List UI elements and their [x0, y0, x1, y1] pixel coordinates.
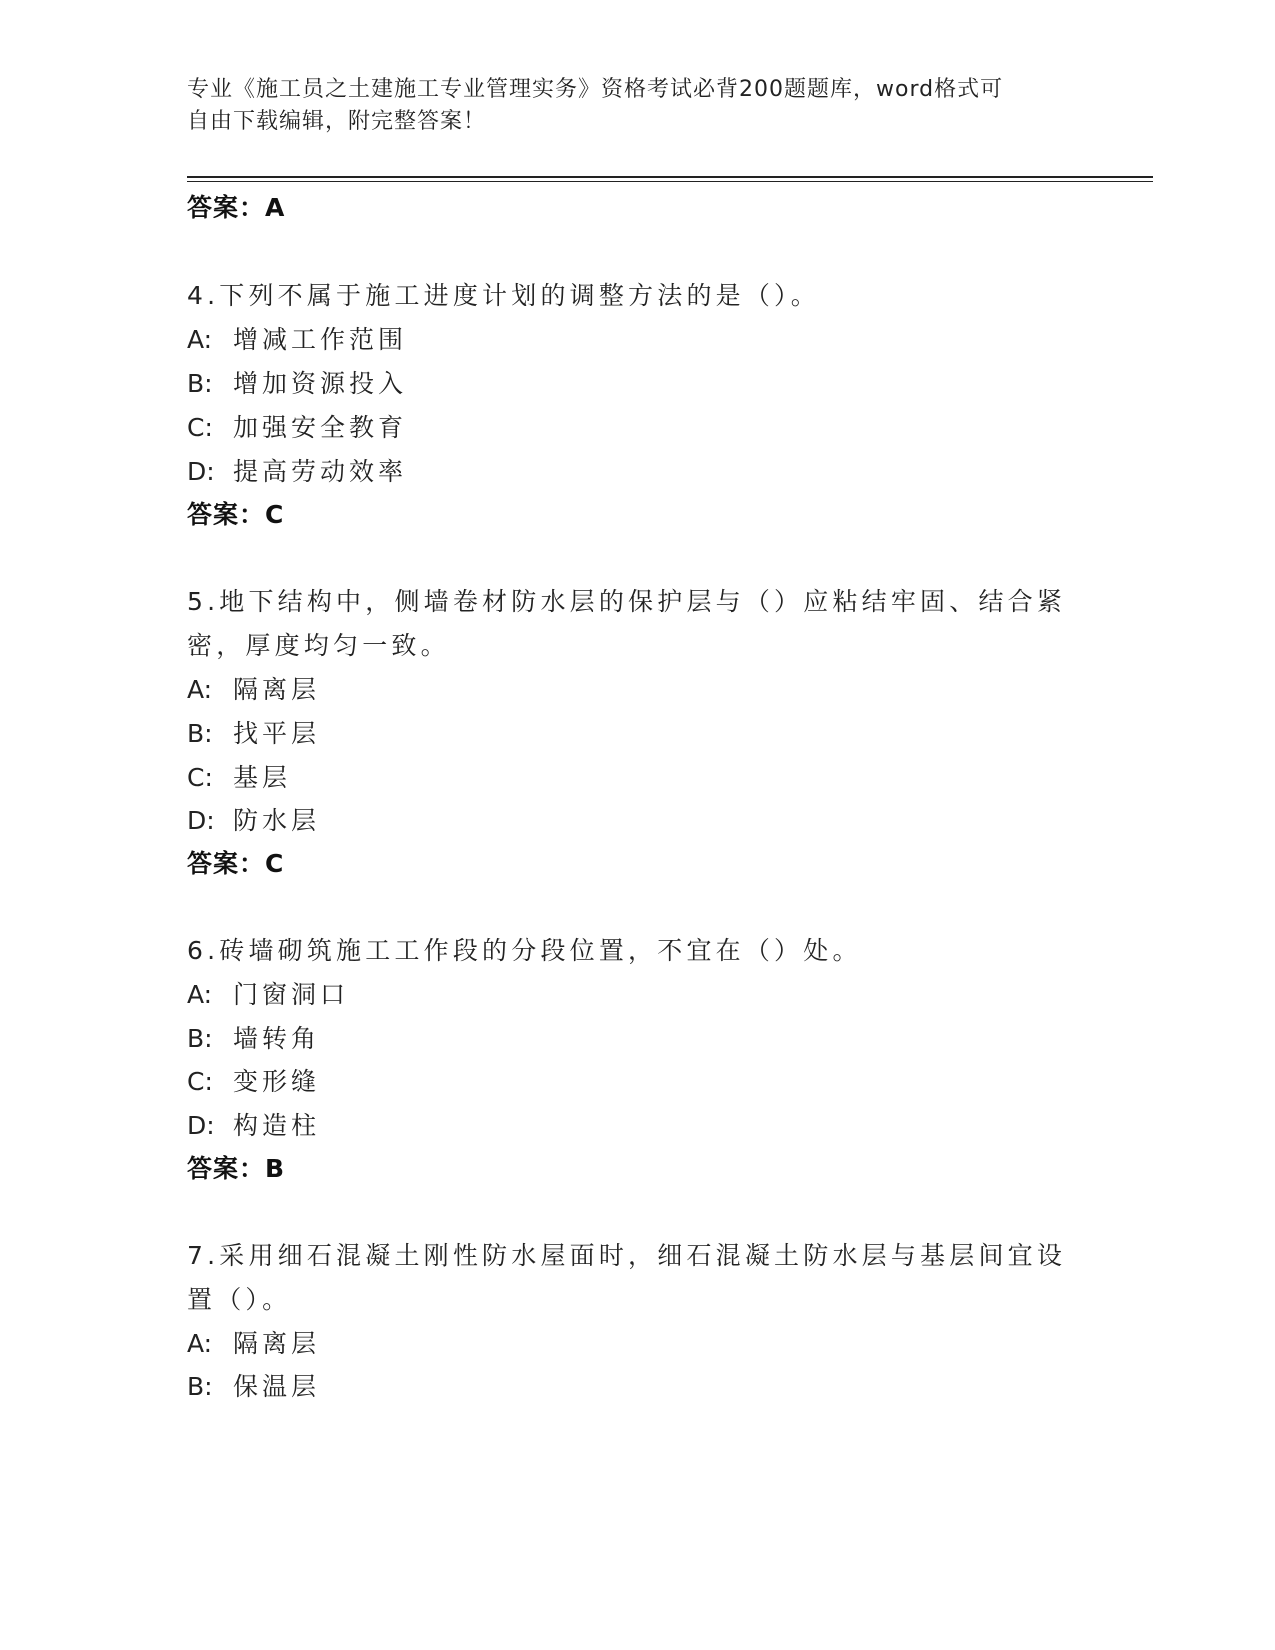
option-text: 基层	[233, 763, 292, 792]
question-5-option-d	[187, 803, 320, 839]
question-4-option-a	[187, 322, 407, 358]
question-4-answer: 答案：C	[187, 500, 285, 529]
option-letter: D:	[187, 806, 215, 835]
option-text: 加强安全教育	[233, 413, 408, 442]
question-6-option-a	[187, 977, 349, 1013]
question-6-option-c	[187, 1064, 320, 1100]
option-text: 增减工作范围	[233, 325, 408, 354]
option-letter: D:	[187, 1111, 215, 1140]
option-text: 防水层	[233, 806, 321, 835]
header-line-2: 自由下载编辑，附完整答案！	[187, 109, 487, 134]
option-letter: B:	[187, 719, 213, 748]
header-rule-thin	[187, 181, 1153, 182]
option-letter: A:	[187, 1329, 213, 1358]
question-7-stem-line-2: 置（）。	[187, 1285, 292, 1314]
option-letter: C:	[187, 413, 213, 442]
option-text: 构造柱	[233, 1111, 321, 1140]
option-letter: A:	[187, 980, 213, 1009]
header-rule-thick	[187, 176, 1153, 178]
answer-previous: 答案：A	[187, 193, 286, 222]
question-5-stem-line-1: 5.地下结构中，侧墙卷材防水层的保护层与（）应粘结牢固、结合紧	[187, 587, 1067, 616]
option-letter: D:	[187, 457, 215, 486]
option-text: 门窗洞口	[233, 980, 350, 1009]
option-letter: B:	[187, 369, 213, 398]
question-4-option-d	[187, 454, 407, 490]
question-6-option-d	[187, 1108, 320, 1144]
option-letter: A:	[187, 325, 213, 354]
question-5-stem-line-2: 密，厚度均匀一致。	[187, 631, 450, 660]
option-letter: C:	[187, 763, 213, 792]
option-text: 增加资源投入	[233, 369, 408, 398]
option-letter: B:	[187, 1372, 213, 1401]
option-letter: B:	[187, 1024, 213, 1053]
question-4-option-c	[187, 410, 407, 446]
question-4-stem: 4.下列不属于施工进度计划的调整方法的是（）。	[187, 281, 820, 310]
option-text: 隔离层	[233, 1329, 321, 1358]
question-7-stem-line-1: 7.采用细石混凝土刚性防水屋面时，细石混凝土防水层与基层间宜设	[187, 1241, 1067, 1270]
question-5-option-a	[187, 672, 320, 708]
question-5-option-c	[187, 760, 291, 796]
question-4-option-b	[187, 366, 407, 402]
document-header	[187, 74, 1067, 138]
option-text: 保温层	[233, 1372, 321, 1401]
question-7-option-a	[187, 1326, 320, 1362]
option-text: 隔离层	[233, 675, 321, 704]
question-5-option-b	[187, 716, 320, 752]
question-6-answer: 答案：B	[187, 1154, 286, 1183]
option-text: 变形缝	[233, 1067, 321, 1096]
question-5-answer: 答案：C	[187, 849, 285, 878]
option-text: 找平层	[233, 719, 321, 748]
option-text: 提高劳动效率	[233, 457, 408, 486]
question-6-stem: 6.砖墙砌筑施工工作段的分段位置，不宜在（）处。	[187, 936, 862, 965]
question-7-option-b	[187, 1369, 320, 1405]
option-letter: C:	[187, 1067, 213, 1096]
question-6-option-b	[187, 1021, 320, 1057]
header-line-1: 专业《施工员之土建施工专业管理实务》资格考试必背200题题库，word格式可	[187, 77, 1004, 102]
option-letter: A:	[187, 675, 213, 704]
option-text: 墙转角	[233, 1024, 321, 1053]
